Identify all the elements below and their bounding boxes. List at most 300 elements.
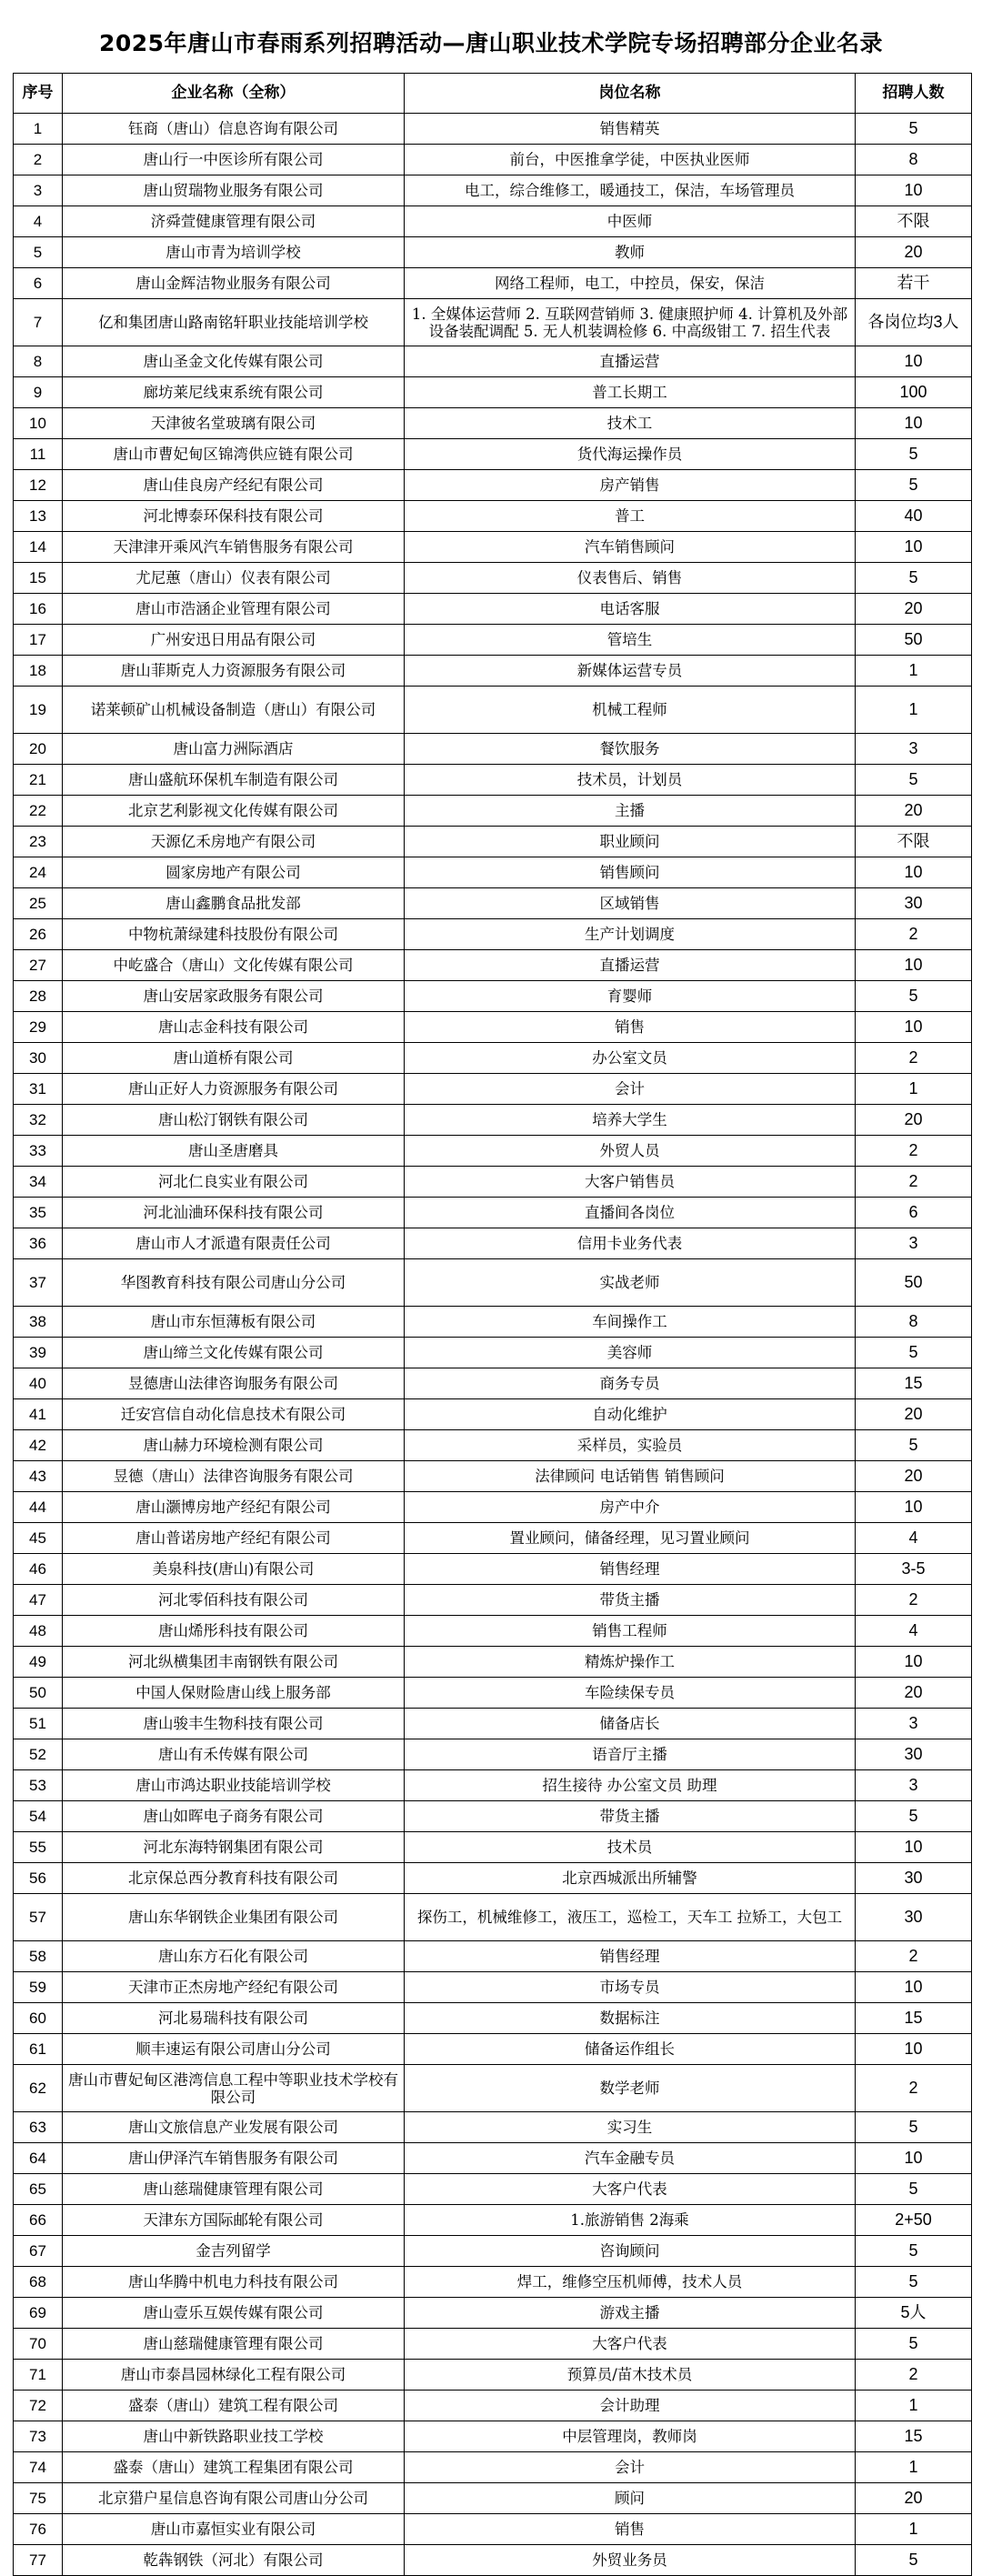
table-row xyxy=(14,145,972,175)
row-number: 50 xyxy=(14,1678,63,1709)
row-number: 37 xyxy=(14,1259,63,1307)
table-row xyxy=(14,765,972,796)
position-name: 职业顾问 xyxy=(405,827,856,857)
row-number: 68 xyxy=(14,2267,63,2298)
company-name: 北京保总西分教育科技有限公司 xyxy=(63,1863,405,1894)
position-name: 顾问 xyxy=(405,2483,856,2514)
hire-count: 10 xyxy=(856,1972,972,2003)
row-number: 14 xyxy=(14,532,63,563)
table-row xyxy=(14,2205,972,2236)
table-row xyxy=(14,2452,972,2483)
hire-count: 30 xyxy=(856,888,972,919)
position-name: 带货主播 xyxy=(405,1801,856,1832)
position-name: 管培生 xyxy=(405,625,856,656)
hire-count: 10 xyxy=(856,1647,972,1678)
hire-count: 50 xyxy=(856,625,972,656)
hire-count: 10 xyxy=(856,1832,972,1863)
row-number: 41 xyxy=(14,1399,63,1430)
hire-count: 1 xyxy=(856,2514,972,2545)
position-name: 车险续保专员 xyxy=(405,1678,856,1709)
position-name: 北京西城派出所辅警 xyxy=(405,1863,856,1894)
row-number: 54 xyxy=(14,1801,63,1832)
row-number: 23 xyxy=(14,827,63,857)
row-number: 55 xyxy=(14,1832,63,1863)
company-name: 河北东海特钢集团有限公司 xyxy=(63,1832,405,1863)
row-number: 31 xyxy=(14,1074,63,1105)
table-row xyxy=(14,1972,972,2003)
hire-count: 5 xyxy=(856,439,972,470)
hire-count: 5 xyxy=(856,1430,972,1461)
row-number: 75 xyxy=(14,2483,63,2514)
company-name: 盛泰（唐山）建筑工程集团有限公司 xyxy=(63,2452,405,2483)
table-row xyxy=(14,1801,972,1832)
hire-count: 30 xyxy=(856,1863,972,1894)
table-row xyxy=(14,1585,972,1616)
row-number: 56 xyxy=(14,1863,63,1894)
table-row xyxy=(14,625,972,656)
table-row xyxy=(14,1554,972,1585)
row-number: 61 xyxy=(14,2034,63,2065)
company-name: 唐山慈瑞健康管理有限公司 xyxy=(63,2329,405,2360)
company-name: 北京猎户星信息咨询有限公司唐山分公司 xyxy=(63,2483,405,2514)
company-name: 唐山东华钢铁企业集团有限公司 xyxy=(63,1894,405,1941)
company-name: 中屹盛合（唐山）文化传媒有限公司 xyxy=(63,950,405,981)
company-name: 唐山鑫鹏食品批发部 xyxy=(63,888,405,919)
table-row xyxy=(14,1461,972,1492)
position-name: 游戏主播 xyxy=(405,2298,856,2329)
row-number: 34 xyxy=(14,1167,63,1198)
hire-count: 5 xyxy=(856,114,972,145)
position-name: 电工，综合维修工，暖通技工，保洁，车场管理员 xyxy=(405,175,856,206)
table-row xyxy=(14,734,972,765)
table-row xyxy=(14,1647,972,1678)
table-row xyxy=(14,1198,972,1228)
hire-count: 2 xyxy=(856,1167,972,1198)
position-name: 销售 xyxy=(405,2514,856,2545)
row-number: 33 xyxy=(14,1136,63,1167)
row-number: 29 xyxy=(14,1012,63,1043)
company-name: 唐山普诺房地产经纪有限公司 xyxy=(63,1523,405,1554)
row-number: 60 xyxy=(14,2003,63,2034)
company-name: 唐山壹乐互娱传媒有限公司 xyxy=(63,2298,405,2329)
hire-count: 8 xyxy=(856,1307,972,1338)
company-name: 唐山中新铁路职业技工学校 xyxy=(63,2421,405,2452)
position-name: 采样员，实验员 xyxy=(405,1430,856,1461)
hire-count: 10 xyxy=(856,2143,972,2174)
company-name: 美泉科技(唐山)有限公司 xyxy=(63,1554,405,1585)
company-name: 唐山缔兰文化传媒有限公司 xyxy=(63,1338,405,1368)
row-number: 22 xyxy=(14,796,63,827)
position-name: 育婴师 xyxy=(405,981,856,1012)
position-name: 美容师 xyxy=(405,1338,856,1368)
position-name: 信用卡业务代表 xyxy=(405,1228,856,1259)
hire-count: 1 xyxy=(856,687,972,734)
row-number: 48 xyxy=(14,1616,63,1647)
row-number: 12 xyxy=(14,470,63,501)
company-name: 天津市正杰房地产经纪有限公司 xyxy=(63,1972,405,2003)
hire-count: 5 xyxy=(856,765,972,796)
hire-count: 10 xyxy=(856,950,972,981)
position-name: 直播间各岗位 xyxy=(405,1198,856,1228)
table-row xyxy=(14,656,972,687)
company-name: 唐山市鸿达职业技能培训学校 xyxy=(63,1770,405,1801)
table-row xyxy=(14,1399,972,1430)
company-name: 尤尼蕙（唐山）仪表有限公司 xyxy=(63,563,405,594)
row-number: 27 xyxy=(14,950,63,981)
company-name: 诺莱顿矿山机械设备制造（唐山）有限公司 xyxy=(63,687,405,734)
hire-count: 各岗位均3人 xyxy=(856,299,972,346)
position-name: 销售工程师 xyxy=(405,1616,856,1647)
table-row xyxy=(14,1105,972,1136)
table-row xyxy=(14,1492,972,1523)
position-name: 汽车金融专员 xyxy=(405,2143,856,2174)
table-row xyxy=(14,1709,972,1739)
hire-count: 不限 xyxy=(856,827,972,857)
table-row xyxy=(14,1074,972,1105)
hire-count: 10 xyxy=(856,175,972,206)
hire-count: 6 xyxy=(856,1198,972,1228)
position-name: 房产中介 xyxy=(405,1492,856,1523)
position-name: 技术员 xyxy=(405,1832,856,1863)
table-row xyxy=(14,827,972,857)
company-name: 唐山灏博房地产经纪有限公司 xyxy=(63,1492,405,1523)
table-row xyxy=(14,2421,972,2452)
company-name: 昱德（唐山）法律咨询服务有限公司 xyxy=(63,1461,405,1492)
company-name: 河北易瑞科技有限公司 xyxy=(63,2003,405,2034)
position-name: 销售精英 xyxy=(405,114,856,145)
position-name: 大客户代表 xyxy=(405,2329,856,2360)
position-name: 大客户代表 xyxy=(405,2174,856,2205)
table-row xyxy=(14,1368,972,1399)
table-row xyxy=(14,1136,972,1167)
position-name: 会计 xyxy=(405,2452,856,2483)
table-row xyxy=(14,950,972,981)
position-name: 车间操作工 xyxy=(405,1307,856,1338)
position-name: 外贸人员 xyxy=(405,1136,856,1167)
table-row xyxy=(14,1941,972,1972)
position-name: 销售经理 xyxy=(405,1554,856,1585)
hire-count: 8 xyxy=(856,145,972,175)
table-row xyxy=(14,206,972,237)
table-header-row xyxy=(14,74,972,114)
position-name: 精炼炉操作工 xyxy=(405,1647,856,1678)
hire-count: 50 xyxy=(856,1259,972,1307)
table-row xyxy=(14,2483,972,2514)
row-number: 6 xyxy=(14,268,63,299)
position-name: 中医师 xyxy=(405,206,856,237)
company-name: 河北零佰科技有限公司 xyxy=(63,1585,405,1616)
hire-count: 5 xyxy=(856,470,972,501)
row-number: 19 xyxy=(14,687,63,734)
row-number: 18 xyxy=(14,656,63,687)
company-name: 唐山市东恒薄板有限公司 xyxy=(63,1307,405,1338)
company-name: 天源亿禾房地产有限公司 xyxy=(63,827,405,857)
row-number: 46 xyxy=(14,1554,63,1585)
table-row xyxy=(14,439,972,470)
position-name: 房产销售 xyxy=(405,470,856,501)
company-name: 金吉列留学 xyxy=(63,2236,405,2267)
hire-count: 2 xyxy=(856,1941,972,1972)
table-row xyxy=(14,1832,972,1863)
table-row xyxy=(14,114,972,145)
position-name: 会计 xyxy=(405,1074,856,1105)
table-row xyxy=(14,563,972,594)
hire-count: 40 xyxy=(856,501,972,532)
position-name: 销售经理 xyxy=(405,1941,856,1972)
company-name: 唐山富力洲际酒店 xyxy=(63,734,405,765)
row-number: 3 xyxy=(14,175,63,206)
company-name: 唐山如晖电子商务有限公司 xyxy=(63,1801,405,1832)
hire-count: 4 xyxy=(856,1616,972,1647)
hire-count: 10 xyxy=(856,2034,972,2065)
position-name: 汽车销售顾问 xyxy=(405,532,856,563)
document-title: 2025年唐山市春雨系列招聘活动—唐山职业技术学院专场招聘部分企业名录 xyxy=(98,30,884,56)
company-name: 唐山市浩涵企业管理有限公司 xyxy=(63,594,405,625)
table-row xyxy=(14,408,972,439)
row-number: 43 xyxy=(14,1461,63,1492)
header-no: 序号 xyxy=(14,74,63,114)
hire-count: 10 xyxy=(856,346,972,377)
hire-count: 20 xyxy=(856,796,972,827)
company-name: 唐山菲斯克人力资源服务有限公司 xyxy=(63,656,405,687)
row-number: 7 xyxy=(14,299,63,346)
company-name: 唐山行一中医诊所有限公司 xyxy=(63,145,405,175)
company-name: 天津东方国际邮轮有限公司 xyxy=(63,2205,405,2236)
company-name: 河北汕浀环保科技有限公司 xyxy=(63,1198,405,1228)
hire-count: 2 xyxy=(856,1585,972,1616)
position-name: 餐饮服务 xyxy=(405,734,856,765)
company-name: 唐山圣金文化传媒有限公司 xyxy=(63,346,405,377)
company-name: 钰商（唐山）信息咨询有限公司 xyxy=(63,114,405,145)
row-number: 9 xyxy=(14,377,63,408)
row-number: 30 xyxy=(14,1043,63,1074)
position-name: 主播 xyxy=(405,796,856,827)
table-row xyxy=(14,346,972,377)
position-name: 置业顾问，储备经理，见习置业顾问 xyxy=(405,1523,856,1554)
table-row xyxy=(14,594,972,625)
row-number: 67 xyxy=(14,2236,63,2267)
table-row xyxy=(14,1523,972,1554)
hire-count: 1 xyxy=(856,656,972,687)
company-name: 唐山赫力环境检测有限公司 xyxy=(63,1430,405,1461)
position-name: 储备运作组长 xyxy=(405,2034,856,2065)
hire-count: 2 xyxy=(856,919,972,950)
company-name: 唐山正好人力资源服务有限公司 xyxy=(63,1074,405,1105)
row-number: 47 xyxy=(14,1585,63,1616)
table-row xyxy=(14,1739,972,1770)
company-name: 盛泰（唐山）建筑工程有限公司 xyxy=(63,2391,405,2421)
row-number: 36 xyxy=(14,1228,63,1259)
table-row xyxy=(14,2112,972,2143)
table-row xyxy=(14,1430,972,1461)
row-number: 45 xyxy=(14,1523,63,1554)
hire-count: 15 xyxy=(856,1368,972,1399)
table-row xyxy=(14,501,972,532)
position-name: 直播运营 xyxy=(405,346,856,377)
table-body xyxy=(14,114,972,2576)
hire-count: 2 xyxy=(856,1136,972,1167)
company-name: 圆家房地产有限公司 xyxy=(63,857,405,888)
row-number: 76 xyxy=(14,2514,63,2545)
company-name: 唐山市青为培训学校 xyxy=(63,237,405,268)
row-number: 4 xyxy=(14,206,63,237)
position-name: 外贸业务员 xyxy=(405,2545,856,2576)
row-number: 39 xyxy=(14,1338,63,1368)
company-name: 唐山伊泽汽车销售服务有限公司 xyxy=(63,2143,405,2174)
hire-count: 2 xyxy=(856,1043,972,1074)
row-number: 11 xyxy=(14,439,63,470)
table-row xyxy=(14,1043,972,1074)
position-name: 数据标注 xyxy=(405,2003,856,2034)
table-row xyxy=(14,2003,972,2034)
table-row xyxy=(14,1678,972,1709)
position-name: 培养大学生 xyxy=(405,1105,856,1136)
company-name: 唐山佳良房产经纪有限公司 xyxy=(63,470,405,501)
row-number: 10 xyxy=(14,408,63,439)
company-name: 华图教育科技有限公司唐山分公司 xyxy=(63,1259,405,1307)
row-number: 52 xyxy=(14,1739,63,1770)
company-name: 唐山市人才派遣有限责任公司 xyxy=(63,1228,405,1259)
position-name: 会计助理 xyxy=(405,2391,856,2421)
row-number: 32 xyxy=(14,1105,63,1136)
company-name: 河北仁良实业有限公司 xyxy=(63,1167,405,1198)
table-row xyxy=(14,687,972,734)
company-name: 昱德唐山法律咨询服务有限公司 xyxy=(63,1368,405,1399)
company-name: 唐山道桥有限公司 xyxy=(63,1043,405,1074)
company-name: 唐山文旅信息产业发展有限公司 xyxy=(63,2112,405,2143)
hire-count: 5 xyxy=(856,981,972,1012)
table-row xyxy=(14,299,972,346)
company-name: 唐山华腾中机电力科技有限公司 xyxy=(63,2267,405,2298)
table-row xyxy=(14,796,972,827)
hire-count: 不限 xyxy=(856,206,972,237)
hire-count: 5 xyxy=(856,1338,972,1368)
header-company: 企业名称（全称） xyxy=(63,74,405,114)
row-number: 58 xyxy=(14,1941,63,1972)
hire-count: 3 xyxy=(856,1770,972,1801)
table-row xyxy=(14,470,972,501)
row-number: 53 xyxy=(14,1770,63,1801)
hire-count: 3 xyxy=(856,734,972,765)
company-name: 河北纵横集团丰南钢铁有限公司 xyxy=(63,1647,405,1678)
hire-count: 5 xyxy=(856,2545,972,2576)
table-row xyxy=(14,1338,972,1368)
row-number: 16 xyxy=(14,594,63,625)
position-name: 直播运营 xyxy=(405,950,856,981)
table-row xyxy=(14,981,972,1012)
row-number: 51 xyxy=(14,1709,63,1739)
position-name: 语音厅主播 xyxy=(405,1739,856,1770)
company-name: 唐山有禾传媒有限公司 xyxy=(63,1739,405,1770)
table-row xyxy=(14,2065,972,2112)
hire-count: 20 xyxy=(856,237,972,268)
table-row xyxy=(14,2360,972,2391)
table-row xyxy=(14,268,972,299)
table-row xyxy=(14,1167,972,1198)
hire-count: 10 xyxy=(856,408,972,439)
company-name: 廊坊莱尼线束系统有限公司 xyxy=(63,377,405,408)
hire-count: 100 xyxy=(856,377,972,408)
table-row xyxy=(14,1616,972,1647)
table-row xyxy=(14,2514,972,2545)
table-row xyxy=(14,532,972,563)
position-name: 新媒体运营专员 xyxy=(405,656,856,687)
company-name: 唐山贸瑞物业服务有限公司 xyxy=(63,175,405,206)
table-row xyxy=(14,1259,972,1307)
position-name: 自动化维护 xyxy=(405,1399,856,1430)
row-number: 74 xyxy=(14,2452,63,2483)
company-table xyxy=(13,73,972,2576)
position-name: 焊工，维修空压机师傅，技术人员 xyxy=(405,2267,856,2298)
table-row xyxy=(14,2034,972,2065)
row-number: 15 xyxy=(14,563,63,594)
position-name: 前台，中医推拿学徒，中医执业医师 xyxy=(405,145,856,175)
company-name: 唐山盛航环保机车制造有限公司 xyxy=(63,765,405,796)
company-name: 唐山金辉洁物业服务有限公司 xyxy=(63,268,405,299)
table-row xyxy=(14,1012,972,1043)
position-name: 普工 xyxy=(405,501,856,532)
row-number: 26 xyxy=(14,919,63,950)
row-number: 44 xyxy=(14,1492,63,1523)
position-name: 招生接待 办公室文员 助理 xyxy=(405,1770,856,1801)
hire-count: 4 xyxy=(856,1523,972,1554)
position-name: 探伤工，机械维修工，液压工，巡检工，天车工 拉矫工，大包工 xyxy=(405,1894,856,1941)
row-number: 77 xyxy=(14,2545,63,2576)
position-name: 市场专员 xyxy=(405,1972,856,2003)
position-name: 数学老师 xyxy=(405,2065,856,2112)
table-row xyxy=(14,2267,972,2298)
row-number: 1 xyxy=(14,114,63,145)
company-name: 唐山烯彤科技有限公司 xyxy=(63,1616,405,1647)
row-number: 25 xyxy=(14,888,63,919)
row-number: 5 xyxy=(14,237,63,268)
position-name: 电话客服 xyxy=(405,594,856,625)
row-number: 13 xyxy=(14,501,63,532)
hire-count: 15 xyxy=(856,2421,972,2452)
company-name: 唐山志金科技有限公司 xyxy=(63,1012,405,1043)
row-number: 24 xyxy=(14,857,63,888)
table-row xyxy=(14,175,972,206)
row-number: 8 xyxy=(14,346,63,377)
position-name: 中层管理岗，教师岗 xyxy=(405,2421,856,2452)
position-name: 机械工程师 xyxy=(405,687,856,734)
table-row xyxy=(14,888,972,919)
row-number: 57 xyxy=(14,1894,63,1941)
position-name: 普工长期工 xyxy=(405,377,856,408)
hire-count: 2+50 xyxy=(856,2205,972,2236)
position-name: 实战老师 xyxy=(405,1259,856,1307)
company-name: 唐山市曹妃甸区港湾信息工程中等职业技术学校有限公司 xyxy=(63,2065,405,2112)
row-number: 2 xyxy=(14,145,63,175)
hire-count: 10 xyxy=(856,532,972,563)
company-name: 唐山市泰昌园林绿化工程有限公司 xyxy=(63,2360,405,2391)
hire-count: 20 xyxy=(856,1399,972,1430)
table-row xyxy=(14,857,972,888)
hire-count: 5 xyxy=(856,2112,972,2143)
header-position: 岗位名称 xyxy=(405,74,856,114)
position-name: 实习生 xyxy=(405,2112,856,2143)
company-name: 广州安迅日用品有限公司 xyxy=(63,625,405,656)
position-name: 咨询顾问 xyxy=(405,2236,856,2267)
row-number: 42 xyxy=(14,1430,63,1461)
row-number: 73 xyxy=(14,2421,63,2452)
position-name: 技术工 xyxy=(405,408,856,439)
hire-count: 1 xyxy=(856,2452,972,2483)
hire-count: 10 xyxy=(856,1492,972,1523)
hire-count: 2 xyxy=(856,2065,972,2112)
company-name: 迁安宫信自动化信息技术有限公司 xyxy=(63,1399,405,1430)
hire-count: 20 xyxy=(856,1678,972,1709)
